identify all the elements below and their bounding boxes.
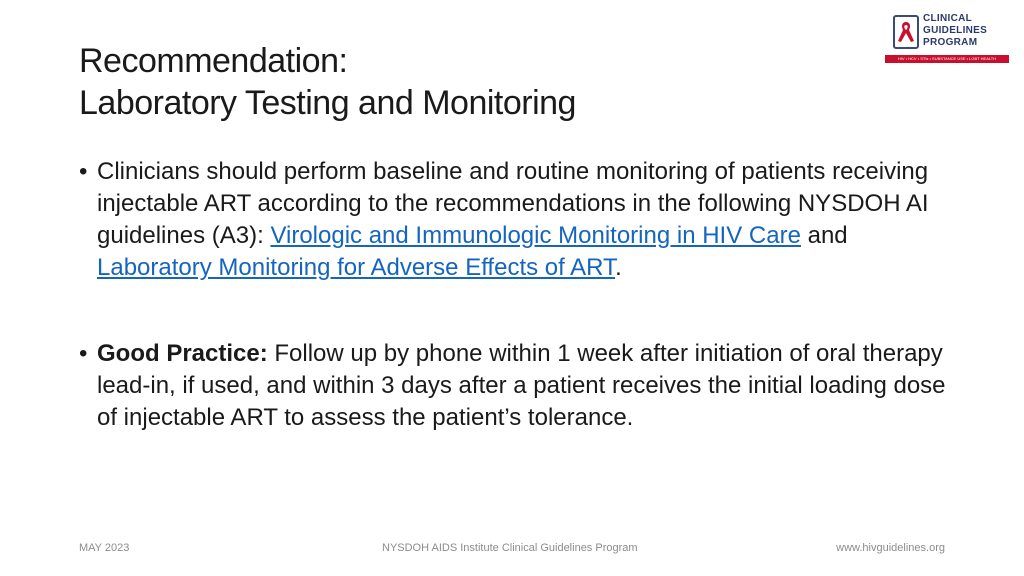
- bullet-item-good-practice: • Good Practice: Follow up by phone within 1 week after initiation of oral therapy lead-in, if used, and within 3 days after a patient receives the initial loading dose of injectable ART to assess the patient’s tolerance.: [79, 340, 946, 431]
- slide-title: [79, 40, 576, 124]
- virologic-monitoring-link[interactable]: Virologic and Immunologic Monitoring in HIV Care: [270, 222, 801, 249]
- slide-title-line-2: Laboratory Testing and Monitoring: [79, 84, 576, 122]
- slide-body: [79, 156, 959, 434]
- clinical-guidelines-logo: [885, 13, 1009, 65]
- slide-title-line-1: Recommendation:: [79, 42, 348, 80]
- logo-tagline: HIV • HCV • STIs • SUBSTANCE USE • LGBT HEALTH: [885, 55, 1009, 63]
- ribbon-icon: [893, 15, 919, 49]
- footer-program: NYSDOH AIDS Institute Clinical Guidelines Program: [382, 542, 638, 554]
- footer-website: www.hivguidelines.org: [836, 542, 945, 554]
- logo-wordmark: CLINICAL GUIDELINES PROGRAM: [923, 13, 988, 48]
- bullet-item-monitoring: • Clinicians should perform baseline and routine monitoring of patients receiving injectable ART according to the recommendations in the following NYSDOH AI guidelines (A3): Virologic and Immunologic Monitoring in HIV Care and Laboratory Monitoring for Adverse Effects of ART.: [79, 158, 929, 281]
- adverse-effects-monitoring-link[interactable]: Laboratory Monitoring for Adverse Effects of ART: [97, 254, 616, 281]
- footer-date: MAY 2023: [79, 542, 130, 554]
- good-practice-label: Good Practice:: [97, 340, 268, 367]
- bullet-marker: •: [79, 340, 88, 367]
- bullet-marker: •: [79, 158, 88, 185]
